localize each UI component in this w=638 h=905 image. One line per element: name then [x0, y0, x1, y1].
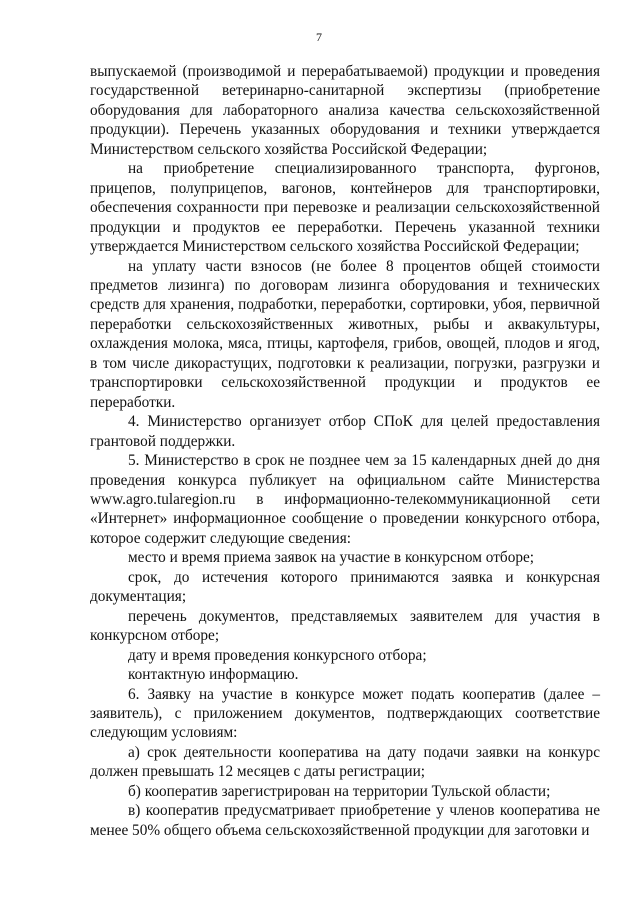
- paragraph-leasing: на уплату части взносов (не более 8 процентов общей стоимости предметов лизинга) по договорам лизинга оборудования и технических средств для хранения, подработки, переработки, сортировки, убоя, первичной переработки сельскохозяйственных животных, рыбы и аквакультуры, охлаждения молока, мяса, птицы, картофеля, грибов, овощей, плодов и ягод, в том числе дикорастущих, подготовки к реализации, погрузки, разгрузки и транспортировки сельскохозяйственной продукции и продуктов ее переработки.: [90, 257, 600, 411]
- condition-c: в) кооператив предусматривает приобретение у членов кооператива не менее 50% общего объема сельскохозяйственной продукции для заготовки и: [90, 802, 600, 839]
- paragraph-item-6: 6. Заявку на участие в конкурсе может подать кооператив (далее – заявитель), с приложением документов, подтверждающих соответствие следующим условиям:: [90, 685, 600, 742]
- condition-b: б) кооператив зарегистрирован на территории Тульской области;: [128, 782, 551, 800]
- list-item-deadline: срок, до истечения которого принимаются заявка и конкурсная документация;: [90, 568, 600, 606]
- page-number: 7: [316, 30, 322, 44]
- list-item-date: дату и время проведения конкурсного отбора;: [128, 646, 427, 664]
- paragraph-continuation: выпускаемой (производимой и перерабатываемой) продукции и проведения государственной ветеринарно-санитарной экспертизы (приобретение оборудования для лабораторного анализа качества сельскохозяйственной продукции). Перечень указанных оборудования и техники утверждается Министерством сельского хозяйства Российской Федерации;: [90, 63, 600, 158]
- condition-a: а) срок деятельности кооператива на дату подачи заявки на конкурс должен превышать 12 месяцев с даты регистрации;: [90, 743, 600, 781]
- list-item-contacts: контактную информацию.: [128, 666, 299, 684]
- document-body: [90, 62, 600, 840]
- list-item-place-time: место и время приема заявок на участие в конкурсном отборе;: [128, 549, 535, 567]
- list-item-documents: перечень документов, представляемых заявителем для участия в конкурсном отборе;: [90, 607, 600, 645]
- paragraph-transport: на приобретение специализированного транспорта, фургонов, прицепов, полуприцепов, вагонов, контейнеров для транспортировки, обеспечения сохранности при перевозке и реализации сельскохозяйственной продукции и продуктов ее переработки. Перечень указанной техники утверждается Министерством сельского хозяйства Российской Федерации;: [90, 160, 600, 256]
- paragraph-item-5: 5. Министерство в срок не позднее чем за 15 календарных дней до дня проведения конкурса публикует на официальном сайте Министерства www.agro.tularegion.ru в информационно-телекоммуникационной сети «Интернет» информационное сообщение о проведении конкурсного отбора, которое содержит следующие сведения:: [90, 452, 600, 547]
- paragraph-item-4: 4. Министерство организует отбор СПоК для целей предоставления грантовой поддержки.: [90, 413, 600, 450]
